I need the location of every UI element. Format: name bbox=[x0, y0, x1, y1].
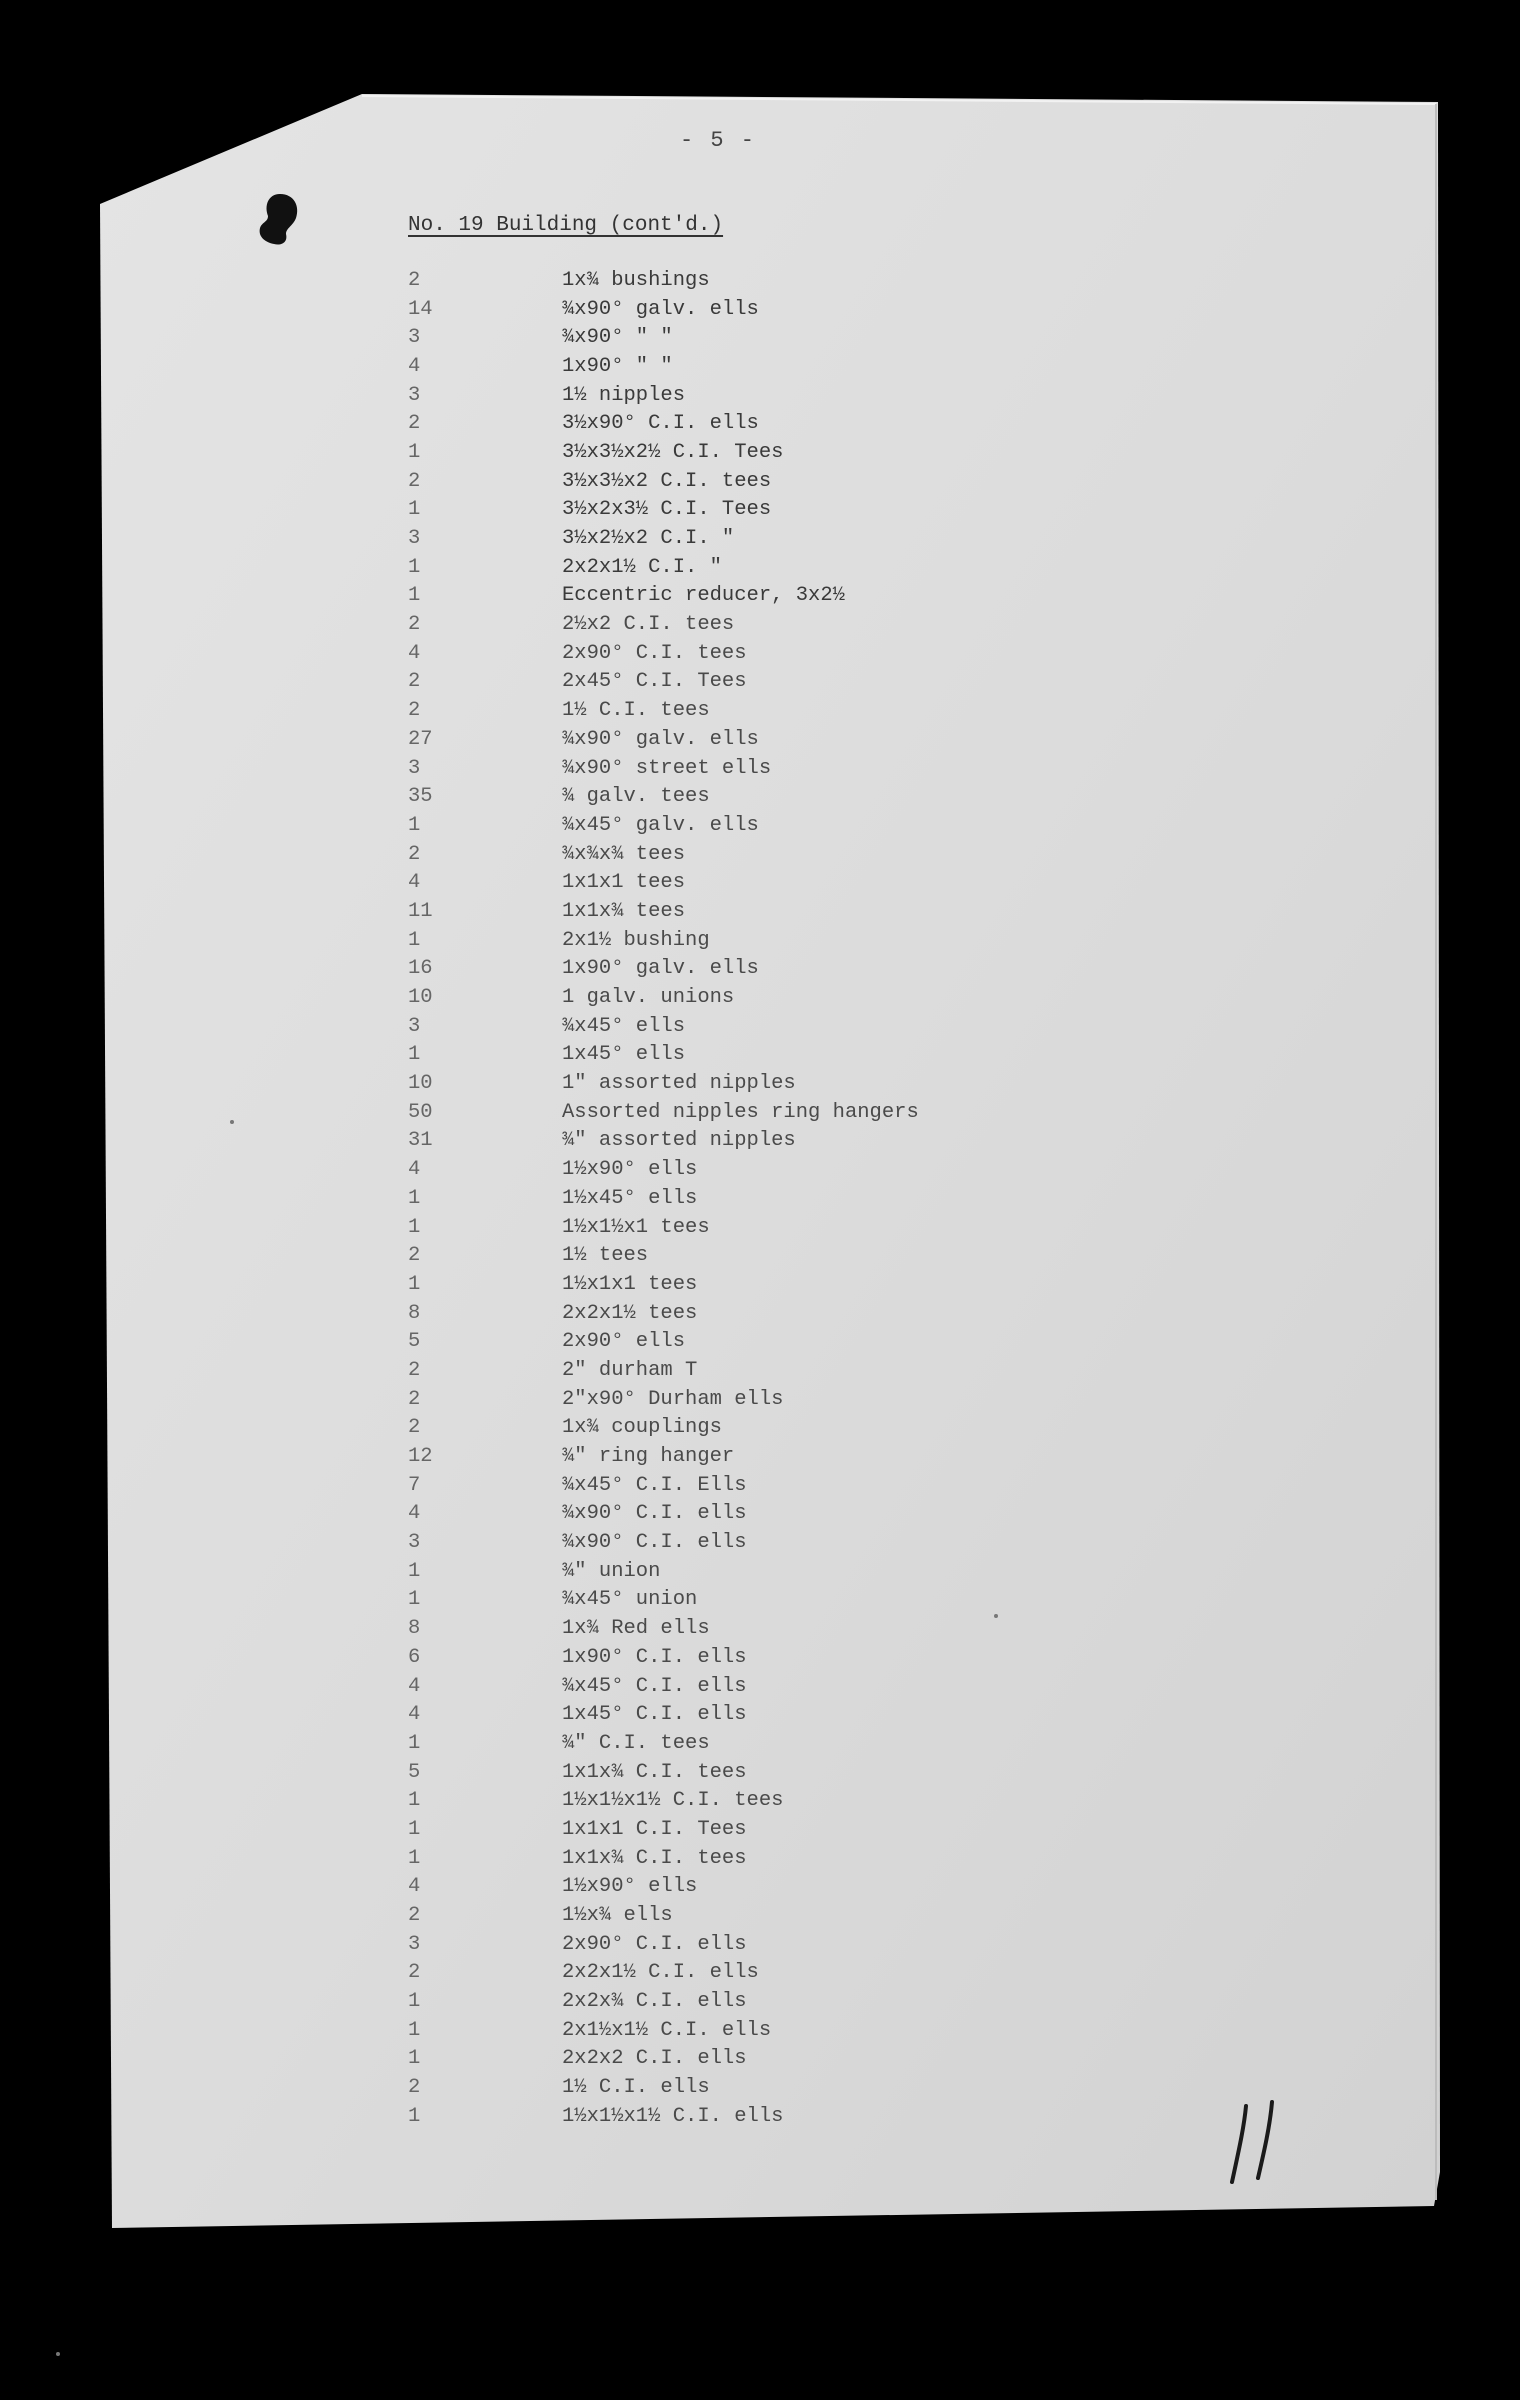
list-item bbox=[408, 1155, 919, 1184]
list-item bbox=[408, 610, 919, 639]
list-item bbox=[408, 1500, 919, 1529]
item-quantity: 1 bbox=[408, 2104, 421, 2128]
item-description: 2x2x1½ C.I. ells bbox=[562, 1961, 759, 1985]
item-description: 1½x¾ ells bbox=[562, 1904, 673, 1928]
item-description: ¾x90° galv. ells bbox=[562, 727, 759, 751]
list-item bbox=[408, 1356, 919, 1385]
item-description: ¾x90° " " bbox=[562, 326, 673, 350]
list-item bbox=[408, 1528, 919, 1557]
item-description: ¾x45° union bbox=[562, 1588, 698, 1612]
item-quantity: 4 bbox=[408, 1674, 421, 1698]
item-description: 3½x2½x2 C.I. " bbox=[562, 527, 735, 551]
item-description: 2x1½x1½ C.I. ells bbox=[562, 2018, 772, 2042]
item-description: 2x2x1½ C.I. " bbox=[562, 555, 722, 579]
list-item bbox=[408, 2045, 919, 2074]
item-description: 3½x90° C.I. ells bbox=[562, 412, 759, 436]
item-description: 1x¾ bushings bbox=[562, 268, 710, 292]
list-item bbox=[408, 1442, 919, 1471]
list-item bbox=[408, 1069, 919, 1098]
item-quantity: 1 bbox=[408, 1043, 421, 1067]
item-description: 1½x1½x1½ C.I. ells bbox=[562, 2104, 784, 2128]
item-quantity: 3 bbox=[408, 756, 421, 780]
item-quantity: 1 bbox=[408, 498, 421, 522]
item-description: ¾x45° ells bbox=[562, 1014, 686, 1038]
item-quantity: 2 bbox=[408, 613, 421, 637]
item-description: 1x¾ Red ells bbox=[562, 1617, 710, 1641]
list-item bbox=[408, 323, 919, 352]
list-item bbox=[408, 696, 919, 725]
item-quantity: 1 bbox=[408, 1272, 421, 1296]
list-item bbox=[408, 1327, 919, 1356]
item-quantity: 2 bbox=[408, 1904, 421, 1928]
list-item bbox=[408, 668, 919, 697]
item-description: 1½ C.I. ells bbox=[562, 2076, 710, 2100]
ink-blot bbox=[256, 192, 304, 253]
item-quantity: 8 bbox=[408, 1301, 421, 1325]
list-item bbox=[408, 438, 919, 467]
item-quantity: 10 bbox=[408, 1072, 433, 1096]
item-quantity: 4 bbox=[408, 641, 421, 665]
item-quantity: 3 bbox=[408, 1932, 421, 1956]
list-item bbox=[408, 2016, 919, 2045]
item-description: 1x1x¾ C.I. tees bbox=[562, 1846, 747, 1870]
item-quantity: 2 bbox=[408, 2076, 421, 2100]
item-quantity: 7 bbox=[408, 1473, 421, 1497]
item-quantity: 2 bbox=[408, 842, 421, 866]
item-description: 1½x90° ells bbox=[562, 1875, 698, 1899]
list-item bbox=[408, 467, 919, 496]
item-description: 3½x3½x2 C.I. tees bbox=[562, 469, 772, 493]
list-item bbox=[408, 1614, 919, 1643]
item-description: 1" assorted nipples bbox=[562, 1072, 796, 1096]
list-item bbox=[408, 295, 919, 324]
item-description: 1x90° " " bbox=[562, 354, 673, 378]
item-description: Assorted nipples ring hangers bbox=[562, 1100, 919, 1124]
list-item bbox=[408, 811, 919, 840]
item-quantity: 2 bbox=[408, 469, 421, 493]
page-number: - 5 - bbox=[680, 128, 757, 153]
item-quantity: 6 bbox=[408, 1645, 421, 1669]
item-quantity: 3 bbox=[408, 1014, 421, 1038]
list-item bbox=[408, 1127, 919, 1156]
item-quantity: 2 bbox=[408, 1244, 421, 1268]
item-quantity: 5 bbox=[408, 1760, 421, 1784]
list-item bbox=[408, 1012, 919, 1041]
item-quantity: 2 bbox=[408, 699, 421, 723]
list-item bbox=[408, 1930, 919, 1959]
item-quantity: 12 bbox=[408, 1445, 433, 1469]
list-item bbox=[408, 1098, 919, 1127]
item-description: 1 galv. unions bbox=[562, 986, 735, 1010]
list-item bbox=[408, 1041, 919, 1070]
handwritten-mark bbox=[1222, 2098, 1302, 2188]
item-quantity: 5 bbox=[408, 1330, 421, 1354]
item-description: 1x45° C.I. ells bbox=[562, 1703, 747, 1727]
item-quantity: 2 bbox=[408, 670, 421, 694]
item-description: 2x90° ells bbox=[562, 1330, 686, 1354]
item-description: 1½x1½x1 tees bbox=[562, 1215, 710, 1239]
item-description: 1x¾ couplings bbox=[562, 1416, 722, 1440]
list-item bbox=[408, 1184, 919, 1213]
item-quantity: 2 bbox=[408, 268, 421, 292]
list-item bbox=[408, 1414, 919, 1443]
list-item bbox=[408, 266, 919, 295]
list-item bbox=[408, 1729, 919, 1758]
item-description: ¾ galv. tees bbox=[562, 785, 710, 809]
item-description: ¾x45° C.I. ells bbox=[562, 1674, 747, 1698]
list-item bbox=[408, 1385, 919, 1414]
item-quantity: 11 bbox=[408, 899, 433, 923]
item-description: ¾" union bbox=[562, 1559, 661, 1583]
list-item bbox=[408, 1959, 919, 1988]
item-quantity: 8 bbox=[408, 1617, 421, 1641]
item-quantity: 35 bbox=[408, 785, 433, 809]
speck bbox=[230, 1120, 234, 1124]
list-item bbox=[408, 868, 919, 897]
item-description: 1½ nipples bbox=[562, 383, 686, 407]
item-quantity: 50 bbox=[408, 1100, 433, 1124]
list-item bbox=[408, 1873, 919, 1902]
item-quantity: 1 bbox=[408, 1588, 421, 1612]
item-quantity: 3 bbox=[408, 1531, 421, 1555]
item-quantity: 1 bbox=[408, 928, 421, 952]
item-quantity: 16 bbox=[408, 957, 433, 981]
list-item bbox=[408, 725, 919, 754]
list-item bbox=[408, 2073, 919, 2102]
list-item bbox=[408, 1586, 919, 1615]
item-description: ¾x¾x¾ tees bbox=[562, 842, 686, 866]
item-quantity: 2 bbox=[408, 1387, 421, 1411]
item-description: 2" durham T bbox=[562, 1358, 698, 1382]
item-description: 1x1x1 tees bbox=[562, 871, 686, 895]
item-description: 2x90° C.I. ells bbox=[562, 1932, 747, 1956]
item-quantity: 3 bbox=[408, 383, 421, 407]
item-quantity: 1 bbox=[408, 1559, 421, 1583]
speck bbox=[56, 2352, 60, 2356]
item-description: 1½ tees bbox=[562, 1244, 649, 1268]
item-description: ¾" ring hanger bbox=[562, 1445, 735, 1469]
item-description: 2½x2 C.I. tees bbox=[562, 613, 735, 637]
list-item bbox=[408, 782, 919, 811]
list-item bbox=[408, 955, 919, 984]
item-description: 2x90° C.I. tees bbox=[562, 641, 747, 665]
item-quantity: 10 bbox=[408, 986, 433, 1010]
list-item bbox=[408, 1213, 919, 1242]
item-quantity: 27 bbox=[408, 727, 433, 751]
list-item bbox=[408, 496, 919, 525]
list-item bbox=[408, 1700, 919, 1729]
item-quantity: 1 bbox=[408, 440, 421, 464]
list-item bbox=[408, 1471, 919, 1500]
item-quantity: 1 bbox=[408, 1215, 421, 1239]
list-item bbox=[408, 582, 919, 611]
item-description: 1½x1½x1½ C.I. tees bbox=[562, 1789, 784, 1813]
item-description: ¾x90° C.I. ells bbox=[562, 1531, 747, 1555]
item-quantity: 3 bbox=[408, 326, 421, 350]
list-item bbox=[408, 1643, 919, 1672]
item-description: ¾" assorted nipples bbox=[562, 1129, 796, 1153]
list-item bbox=[408, 1786, 919, 1815]
item-quantity: 31 bbox=[408, 1129, 433, 1153]
list-item bbox=[408, 840, 919, 869]
list-item bbox=[408, 897, 919, 926]
list-item bbox=[408, 1299, 919, 1328]
item-description: ¾x90° C.I. ells bbox=[562, 1502, 747, 1526]
list-item bbox=[408, 381, 919, 410]
item-quantity: 1 bbox=[408, 813, 421, 837]
item-description: ¾x90° galv. ells bbox=[562, 297, 759, 321]
list-item bbox=[408, 1270, 919, 1299]
item-description: 1½ C.I. tees bbox=[562, 699, 710, 723]
item-description: 2x45° C.I. Tees bbox=[562, 670, 747, 694]
speck bbox=[994, 1614, 998, 1618]
list-item bbox=[408, 1901, 919, 1930]
item-description: 2x2x¾ C.I. ells bbox=[562, 1990, 747, 2014]
list-item bbox=[408, 1557, 919, 1586]
item-description: 1x90° galv. ells bbox=[562, 957, 759, 981]
section-heading: No. 19 Building (cont'd.) bbox=[408, 214, 724, 237]
item-quantity: 1 bbox=[408, 555, 421, 579]
list-item bbox=[408, 1672, 919, 1701]
list-item bbox=[408, 1844, 919, 1873]
item-quantity: 14 bbox=[408, 297, 433, 321]
list-item bbox=[408, 1815, 919, 1844]
item-quantity: 4 bbox=[408, 1875, 421, 1899]
item-quantity: 1 bbox=[408, 2047, 421, 2071]
item-description: 3½x2x3½ C.I. Tees bbox=[562, 498, 772, 522]
list-item bbox=[408, 1987, 919, 2016]
list-item bbox=[408, 1241, 919, 1270]
item-description: 1x1x¾ tees bbox=[562, 899, 686, 923]
fittings-list bbox=[408, 266, 919, 2131]
item-quantity: 2 bbox=[408, 412, 421, 436]
list-item bbox=[408, 2102, 919, 2131]
item-description: 2x1½ bushing bbox=[562, 928, 710, 952]
item-quantity: 1 bbox=[408, 1731, 421, 1755]
item-quantity: 1 bbox=[408, 584, 421, 608]
item-quantity: 2 bbox=[408, 1416, 421, 1440]
item-quantity: 1 bbox=[408, 1817, 421, 1841]
list-item bbox=[408, 409, 919, 438]
item-description: 2x2x1½ tees bbox=[562, 1301, 698, 1325]
item-quantity: 4 bbox=[408, 354, 421, 378]
list-item bbox=[408, 926, 919, 955]
item-description: 2"x90° Durham ells bbox=[562, 1387, 784, 1411]
item-description: 3½x3½x2½ C.I. Tees bbox=[562, 440, 784, 464]
item-quantity: 3 bbox=[408, 527, 421, 551]
item-quantity: 4 bbox=[408, 1502, 421, 1526]
list-item bbox=[408, 983, 919, 1012]
item-description: 1½x90° ells bbox=[562, 1158, 698, 1182]
item-quantity: 1 bbox=[408, 1990, 421, 2014]
list-item bbox=[408, 524, 919, 553]
item-quantity: 1 bbox=[408, 1186, 421, 1210]
item-description: ¾x90° street ells bbox=[562, 756, 772, 780]
item-quantity: 2 bbox=[408, 1358, 421, 1382]
list-item bbox=[408, 1758, 919, 1787]
list-item bbox=[408, 754, 919, 783]
item-description: 1x1x1 C.I. Tees bbox=[562, 1817, 747, 1841]
item-description: 2x2x2 C.I. ells bbox=[562, 2047, 747, 2071]
item-quantity: 4 bbox=[408, 1703, 421, 1727]
list-item bbox=[408, 639, 919, 668]
item-description: 1x90° C.I. ells bbox=[562, 1645, 747, 1669]
item-description: ¾x45° C.I. Ells bbox=[562, 1473, 747, 1497]
item-quantity: 1 bbox=[408, 1846, 421, 1870]
item-description: Eccentric reducer, 3x2½ bbox=[562, 584, 845, 608]
item-description: ¾x45° galv. ells bbox=[562, 813, 759, 837]
list-item bbox=[408, 553, 919, 582]
item-description: 1½x45° ells bbox=[562, 1186, 698, 1210]
item-quantity: 1 bbox=[408, 2018, 421, 2042]
item-quantity: 4 bbox=[408, 871, 421, 895]
item-quantity: 1 bbox=[408, 1789, 421, 1813]
list-item bbox=[408, 352, 919, 381]
item-description: ¾" C.I. tees bbox=[562, 1731, 710, 1755]
item-description: 1x1x¾ C.I. tees bbox=[562, 1760, 747, 1784]
item-description: 1x45° ells bbox=[562, 1043, 686, 1067]
item-quantity: 4 bbox=[408, 1158, 421, 1182]
item-quantity: 2 bbox=[408, 1961, 421, 1985]
item-description: 1½x1x1 tees bbox=[562, 1272, 698, 1296]
